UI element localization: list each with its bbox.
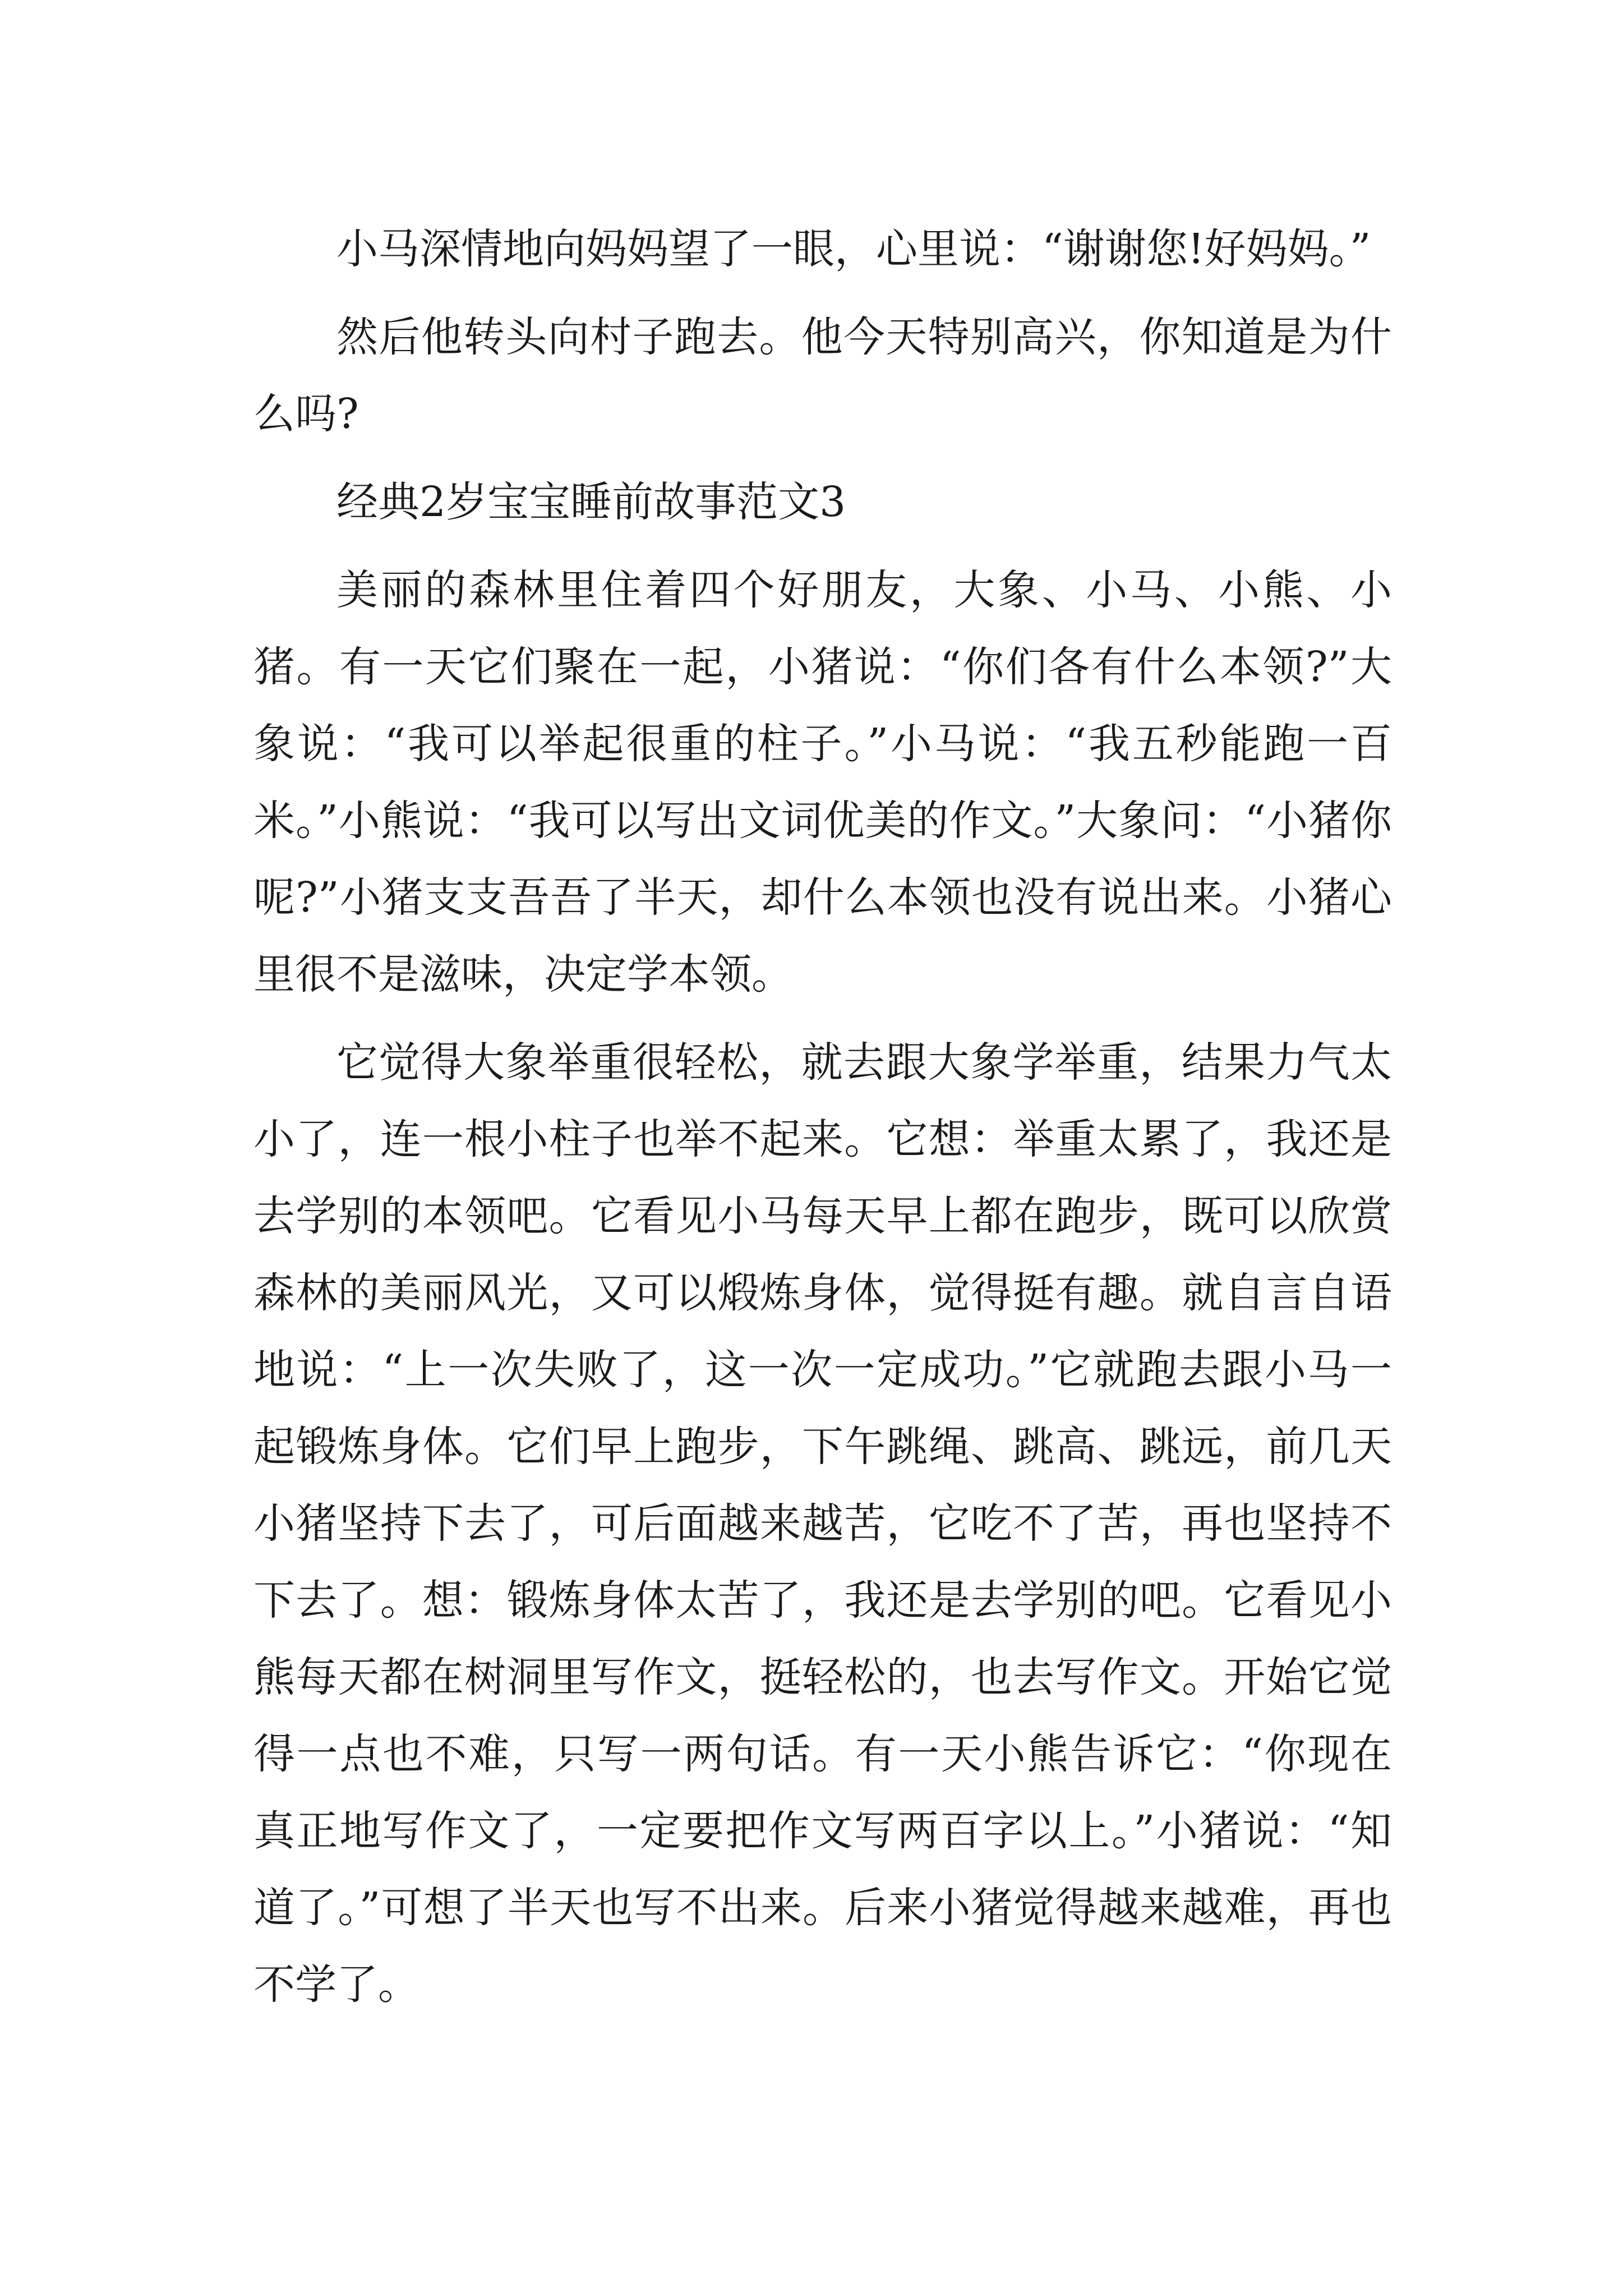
document-body: [253, 211, 1392, 2035]
paragraph-run-to-village: 然后他转头向村子跑去。他今天特别高兴，你知道是为什么吗?: [253, 313, 1392, 438]
paragraph-thanks-mother: 小马深情地向妈妈望了一眼，心里说：“谢谢您!好妈妈。”: [336, 225, 1371, 273]
paragraph-learning-skills: 它觉得大象举重很轻松，就去跟大象学举重，结果力气太小了，连一根小柱子也举不起来。它想：举重太累了，我还是去学别的本领吧。它看见小马每天早上都在跑步，既可以欣赏森林的美丽风光，又可以煅炼身体，觉得挺有趣。就自言自语地说：“上一次失败了，这一次一定成功。”它就跑去跟小马一起锻炼身体。它们早上跑步，下午跳绳、跳高、跳远，前几天小猪坚持下去了，可后面越来越苦，它吃不了苦，再也坚持不下去了。想：锻炼身体太苦了，我还是去学别的吧。它看见小熊每天都在树洞里写作文，挺轻松的，也去写作文。开始它觉得一点也不难，只写一两句话。有一天小熊告诉它：“你现在真正地写作文了，一定要把作文写两百字以上。”小猪说：“知道了。”可想了半天也写不出来。后来小猪觉得越来越难，再也不学了。: [253, 1038, 1392, 2009]
paragraph-four-friends: 美丽的森林里住着四个好朋友，大象、小马、小熊、小猪。有一天它们聚在一起，小猪说：“你们各有什么本领?”大象说：“我可以举起很重的柱子。”小马说：“我五秒能跑一百米。”小熊说：“我可以写出文词优美的作文。”大象问：“小猪你呢?”小猪支支吾吾了半天，却什么本领也没有说出来。小猪心里很不是滋味，决定学本领。: [253, 566, 1392, 999]
story-heading: 经典2岁宝宝睡前故事范文3: [336, 478, 846, 526]
